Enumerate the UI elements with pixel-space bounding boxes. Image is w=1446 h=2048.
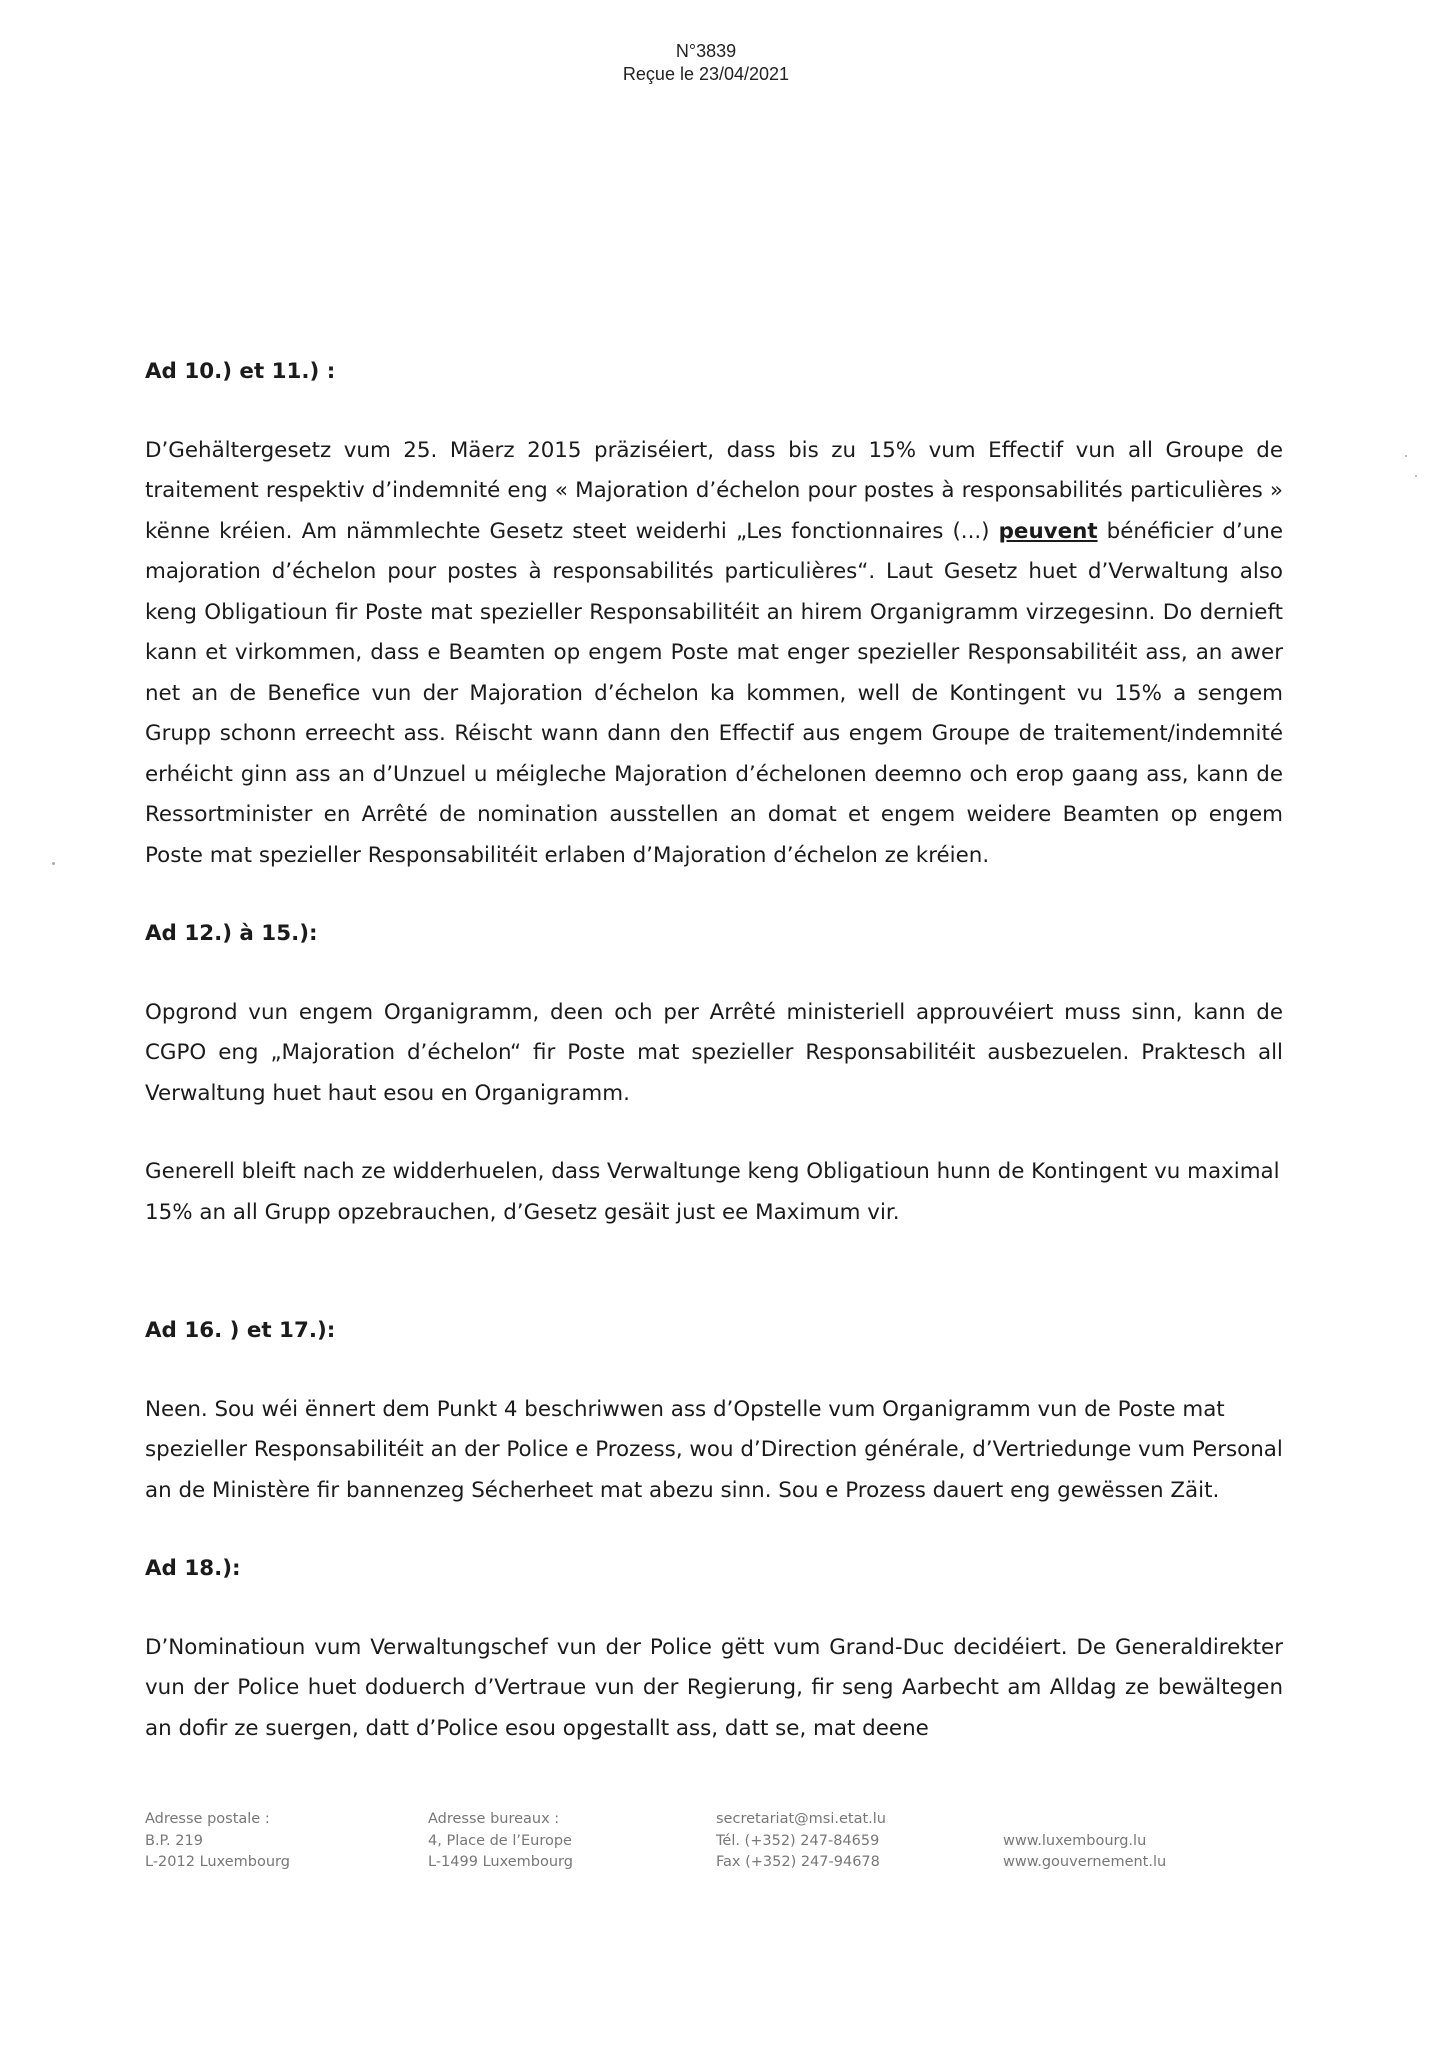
received-date: Reçue le 23/04/2021 <box>622 64 790 84</box>
phone-number: Tél. (+352) 247-84659 <box>716 1832 880 1849</box>
fax-number: Fax (+352) 247-94678 <box>716 1854 880 1870</box>
postal-box: B.P. 219 <box>145 1832 203 1849</box>
letterhead-footer <box>0 1809 1446 1879</box>
scan-speck <box>1405 455 1407 457</box>
section-heading-18: Ad 18.): <box>145 1556 241 1581</box>
paragraph-salary-law-part1: D’Gehältergesetz vum 25. Mäerz 2015 präziséiert, dass bis zu 15% vum Effectif vun all Groupe de traitement respektiv d’indemnité eng « Majoration d’échelon pour postes à responsabilités particulières » kënne kréien. Am nämmlechte Gesetz steet weiderhi „Les fonctionnaires (...) <box>145 437 1283 544</box>
paragraph-nomination: D’Nominatioun vum Verwaltungschef vun der Police gëtt vum Grand-Duc decidéiert. De Generaldirekter vun der Police huet doduerch d’Vertraue vun der Regierung, fir seng Aarbecht am Alldag ze bewältegen an dofir ze suergen, datt d’Police esou opgestallt ass, datt se, mat deene <box>145 1634 1283 1741</box>
emphasized-word: peuvent <box>998 518 1098 544</box>
letter-body <box>145 352 1283 1749</box>
section-heading-16-17: Ad 16. ) et 17.): <box>145 1318 336 1343</box>
postal-address-label: Adresse postale : <box>145 1811 270 1827</box>
scan-speck <box>52 862 55 865</box>
scan-speck <box>1415 475 1417 477</box>
document-number: N°3839 <box>675 41 737 61</box>
reception-stamp <box>0 40 1412 86</box>
website-gouvernement: www.gouvernement.lu <box>1003 1854 1167 1870</box>
office-address-label: Adresse bureaux : <box>428 1811 560 1827</box>
postal-city: L-2012 Luxembourg <box>145 1854 290 1870</box>
paragraph-salary-law <box>145 431 1283 877</box>
office-street: 4, Place de l’Europe <box>428 1832 572 1849</box>
paragraph-salary-law-part2: bénéficier d’une majoration d’échelon pour postes à responsabilités particulières“. Laut Gesetz huet d’Verwaltung also keng Obligatioun fir Poste mat spezieller Responsabilitéit an hirem Organigramm virzegesinn. Do dernieft kann et virkommen, dass e Beamten op engem Poste mat enger spezieller Responsabilitéit ass, an awer net an de Benefice vun der Majoration d’échelon ka kommen, well de Kontingent vu 15% a sengem Grupp schonn erreecht ass. Réischt wann dann den Effectif aus engem Groupe de traitement/indemnité erhéicht ginn ass an d’Unzuel u méigleche Majoration d’échelonen deemno och erop gaang ass, kann de Ressortminister en Arrêté de nomination ausstellen an domat et engem weidere Beamten op engem Poste mat spezieller Responsabilitéit erlaben d’Majoration d’échelon ze kréien. <box>145 518 1283 868</box>
office-address <box>428 1809 573 1874</box>
office-city: L-1499 Luxembourg <box>428 1854 573 1870</box>
postal-address <box>145 1809 290 1874</box>
paragraph-process: Neen. Sou wéi ënnert dem Punkt 4 beschriwwen ass d’Opstelle vum Organigramm vun de Poste mat spezieller Responsabilitéit an der Police e Prozess, wou d’Direction générale, d’Vertriedunge vum Personal an de Ministère fir bannenzeg Sécherheet mat abezu sinn. Sou e Prozess dauert eng gewëssen Zäit. <box>145 1396 1283 1503</box>
website-luxembourg: www.luxembourg.lu <box>1003 1832 1147 1849</box>
contact-info <box>716 1809 886 1874</box>
paragraph-organigram: Opgrond vun engem Organigramm, deen och per Arrêté ministeriell approuvéiert muss sinn, kann de CGPO eng „Majoration d’échelon“ fir Poste mat spezieller Responsabilitéit ausbezuelen. Praktesch all Verwaltung huet haut esou en Organigramm. <box>145 999 1283 1106</box>
section-heading-10-11: Ad 10.) et 11.) : <box>145 359 336 384</box>
section-heading-12-15: Ad 12.) à 15.): <box>145 921 318 946</box>
email-address: secretariat@msi.etat.lu <box>716 1811 886 1827</box>
websites <box>1003 1831 1166 1874</box>
paragraph-contingent: Generell bleift nach ze widderhuelen, dass Verwaltunge keng Obligatioun hunn de Kontingent vu maximal 15% an all Grupp opzebrauchen, d’Gesetz gesäit just ee Maximum vir. <box>145 1159 1280 1225</box>
